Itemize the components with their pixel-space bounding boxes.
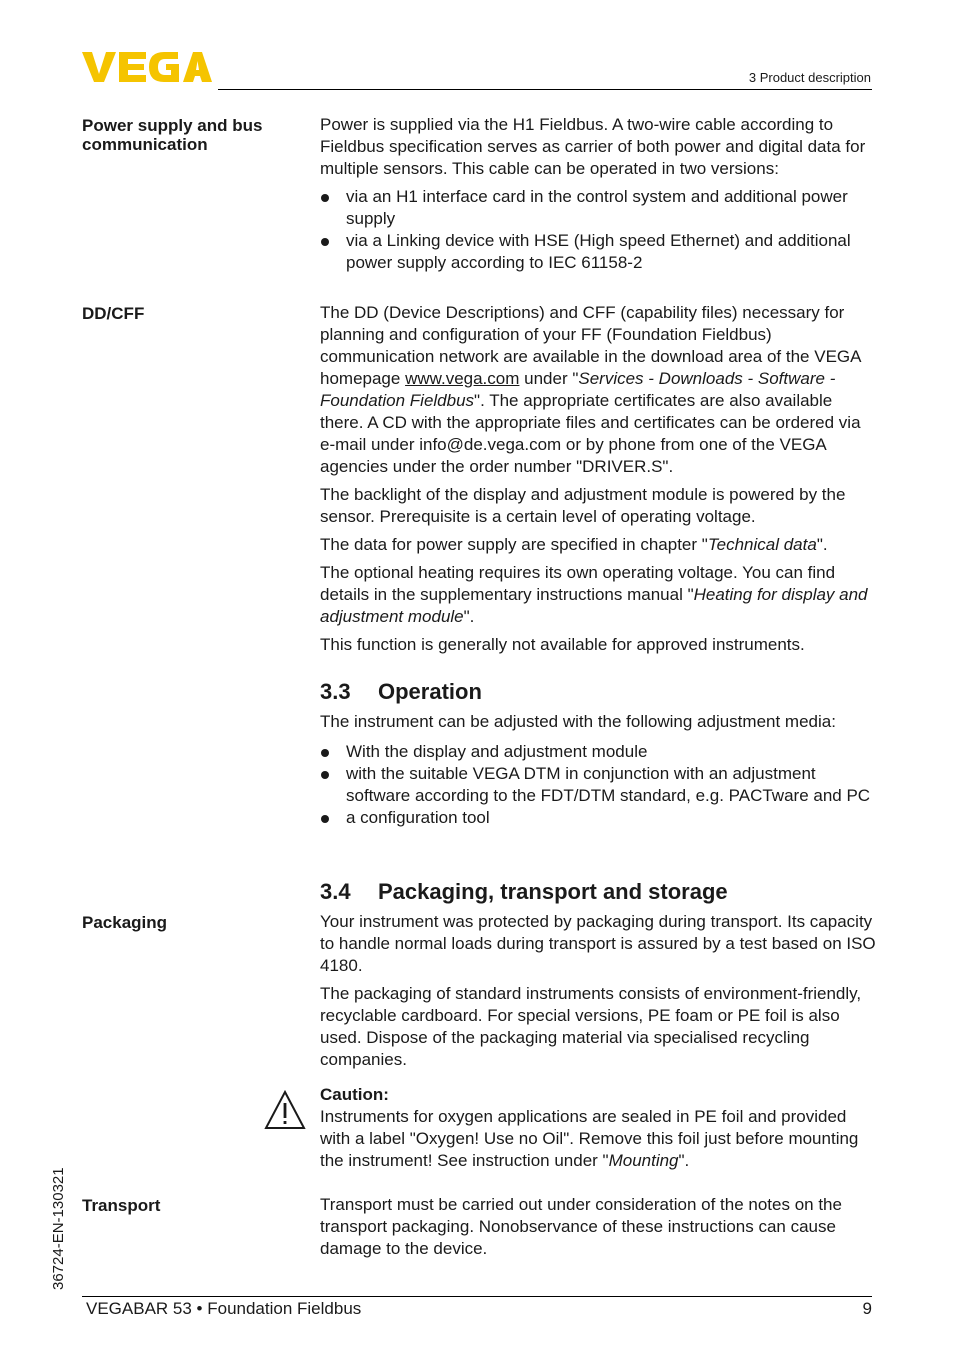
- list-item: via an H1 interface card in the control system and additional power supply: [320, 186, 880, 230]
- bullet-icon: [321, 815, 329, 823]
- packaging-label: Packaging: [82, 913, 168, 932]
- warning-triangle-icon: [264, 1090, 306, 1130]
- ddcff-paragraph-5: This function is generally not available for approved instruments.: [320, 635, 805, 654]
- operation-heading: 3.3 Operation: [320, 679, 482, 704]
- header-section-title: 3 Product description: [748, 70, 871, 85]
- ddcff-paragraph-2: The backlight of the display and adjustment module is powered by the sensor. Prerequisite is a certain level of operating voltage.: [320, 485, 846, 526]
- transport-label: Transport: [82, 1196, 161, 1215]
- power-supply-paragraph: Power is supplied via the H1 Fieldbus. A two-wire cable according to Fieldbus specification serves as carrier of both power and digital data for multiple sensors. This cable can be operated in two versions:: [320, 115, 866, 178]
- list-item: a configuration tool: [320, 807, 880, 829]
- vega-logo: [82, 50, 212, 84]
- caution-block: [320, 1084, 880, 1178]
- ddcff-label: DD/CFF: [82, 304, 145, 323]
- list-item: via a Linking device with HSE (High speed Ethernet) and additional power supply according to IEC 61158-2: [320, 230, 880, 274]
- header-rule: [218, 89, 872, 90]
- power-supply-label: Power supply and bus communication: [82, 116, 263, 154]
- packaging-paragraph-1: Your instrument was protected by packaging during transport. Its capacity to handle normal loads during transport is assured by a test based on ISO 4180.: [320, 912, 876, 975]
- packaging-heading: 3.4 Packaging, transport and storage: [320, 879, 728, 904]
- footer-title: VEGABAR 53 • Foundation Fieldbus: [86, 1299, 362, 1318]
- bullet-icon: [321, 771, 329, 779]
- ddcff-body: [320, 302, 880, 662]
- ddcff-paragraph-3: The data for power supply are specified in chapter "Technical data".: [320, 535, 828, 554]
- bullet-icon: [321, 238, 329, 246]
- power-supply-body: [320, 114, 880, 274]
- footer-rule: [82, 1296, 872, 1297]
- document-number: 36724-EN-130321: [50, 1167, 67, 1290]
- transport-paragraph: Transport must be carried out under consideration of the notes on the transport packaging. Nonobservance of these instructions can cause damage to the device.: [320, 1195, 842, 1258]
- page-number: 9: [862, 1299, 872, 1318]
- list-item: With the display and adjustment module: [320, 741, 880, 763]
- vega-website-link[interactable]: www.vega.com: [405, 369, 520, 388]
- packaging-paragraph-2: The packaging of standard instruments consists of environment-friendly, recyclable cardboard. For special versions, PE foam or PE foil is also used. Dispose of the packaging material via specialised recycling companies.: [320, 984, 862, 1069]
- caution-title: Caution:: [320, 1085, 389, 1104]
- operation-body: [320, 711, 880, 829]
- packaging-body: [320, 911, 880, 1077]
- operation-list: [320, 741, 880, 829]
- list-item: with the suitable VEGA DTM in conjunction with an adjustment software according to the FDT/DTM standard, e.g. PACTware and PC: [320, 763, 880, 807]
- ddcff-paragraph-1: The DD (Device Descriptions) and CFF (capability files) necessary for planning and configuration of your FF (Foundation Fieldbus) communication network are available in the download area of the VEGA homepage www.vega.com under "Services - Downloads - Software - Foundation Fieldbus". The appropriate certificates are also available there. A CD with the appropriate files and certificates can be ordered via e-mail under info@de.vega.com or by phone from one of the VEGA agencies under the order number "DRIVER.S".: [320, 303, 861, 476]
- transport-body: [320, 1194, 880, 1266]
- operation-intro: The instrument can be adjusted with the following adjustment media:: [320, 712, 836, 731]
- power-supply-list: [320, 186, 880, 274]
- ddcff-paragraph-4: The optional heating requires its own operating voltage. You can find details in the supplementary instructions manual "Heating for display and adjustment module".: [320, 563, 868, 626]
- bullet-icon: [321, 749, 329, 757]
- caution-text: Instruments for oxygen applications are sealed in PE foil and provided with a label "Oxygen! Use no Oil". Remove this foil just before mounting the instrument! See instruction under "Mounting".: [320, 1107, 859, 1170]
- bullet-icon: [321, 194, 329, 202]
